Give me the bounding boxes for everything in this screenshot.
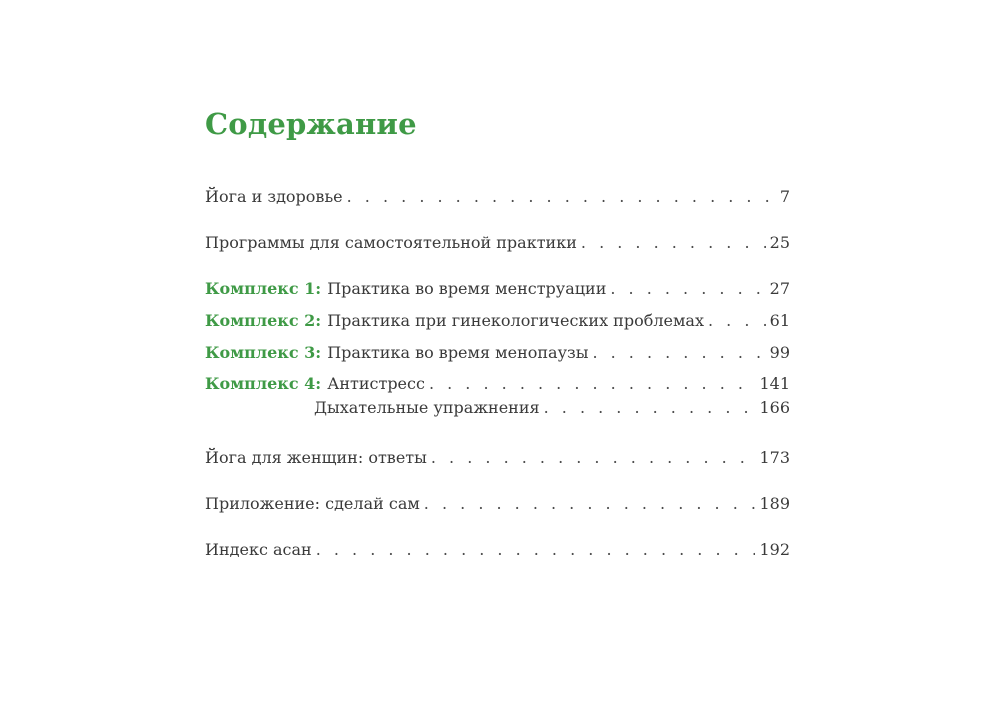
toc-complex-prefix: Комплекс 1: [205, 279, 322, 298]
toc-page-number: 61 [769, 311, 790, 330]
dot-leader [592, 341, 765, 365]
toc-entry-label: Дыхательные упражнения [314, 398, 540, 417]
toc-page-number: 166 [759, 398, 790, 417]
toc-entry-label: Антистресс [327, 374, 425, 393]
toc-entry-label: Практика во время менопаузы [327, 343, 589, 362]
dot-leader [316, 538, 756, 562]
toc-entry-breathing[interactable] [314, 396, 790, 420]
dot-leader [347, 185, 776, 209]
toc-page-number: 27 [769, 279, 790, 298]
toc-entry-label: Программы для самостоятельной практики [205, 233, 577, 252]
toc-entry-label: Практика во время менструации [327, 279, 607, 298]
toc-complex-prefix: Комплекс 4: [205, 374, 322, 393]
toc-page-number: 25 [769, 233, 790, 252]
page-title: Содержание [205, 107, 417, 141]
toc-page-number: 99 [769, 343, 790, 362]
toc-page-number: 173 [759, 448, 790, 467]
toc-complex-prefix: Комплекс 2: [205, 311, 322, 330]
toc-entry-complex-3[interactable] [205, 341, 790, 365]
dot-leader [581, 231, 766, 255]
dot-leader [431, 446, 756, 470]
toc-entry-answers[interactable] [205, 446, 790, 470]
toc-entry-yoga-health[interactable] [205, 185, 790, 209]
toc-entry-complex-4[interactable] [205, 372, 790, 396]
toc-entry-complex-2[interactable] [205, 309, 790, 333]
toc-page-number: 141 [759, 374, 790, 393]
dot-leader [544, 396, 756, 420]
toc-page-number: 7 [779, 187, 790, 206]
toc-entry-label: Практика при гинекологических проблемах [327, 311, 704, 330]
toc-entry-label: Йога и здоровье [205, 187, 343, 206]
toc-entry-appendix[interactable] [205, 492, 790, 516]
toc-entry-complex-1[interactable] [205, 277, 790, 301]
toc-page-number: 189 [759, 494, 790, 513]
toc-entry-programs[interactable] [205, 231, 790, 255]
dot-leader [424, 492, 756, 516]
toc-page-number: 192 [759, 540, 790, 559]
dot-leader [610, 277, 765, 301]
toc-entry-label: Йога для женщин: ответы [205, 448, 427, 467]
toc-entry-label: Индекс асан [205, 540, 312, 559]
toc-entry-label: Приложение: сделай сам [205, 494, 420, 513]
dot-leader [708, 309, 766, 333]
dot-leader [429, 372, 756, 396]
toc-complex-prefix: Комплекс 3: [205, 343, 322, 362]
toc-entry-asana-index[interactable] [205, 538, 790, 562]
